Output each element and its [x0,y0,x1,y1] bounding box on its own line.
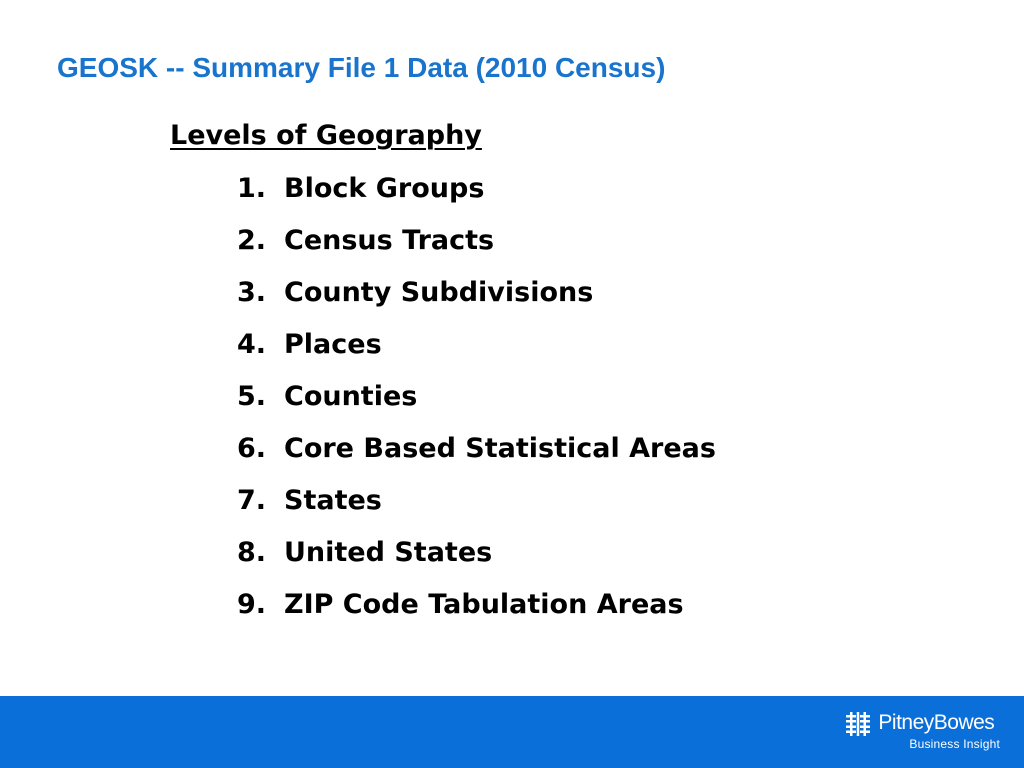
list-item-number: 6. [236,432,266,464]
list-item-label: ZIP Code Tabulation Areas [284,588,684,620]
list-item-number: 7. [236,484,266,516]
list-item-number: 8. [236,536,266,568]
geography-levels-list [170,162,716,630]
list-item-label: County Subdivisions [284,276,594,308]
list-item [170,474,716,526]
slide-title: GEOSK -- Summary File 1 Data (2010 Census) [57,52,666,83]
footer-bar [0,696,1024,768]
list-item-number: 1. [236,172,266,204]
list-item [170,318,716,370]
section-heading: Levels of Geography [170,120,482,151]
list-item-label: Block Groups [284,172,485,204]
list-item [170,526,716,578]
brand-logo [846,710,1000,752]
list-item-label: States [284,484,382,516]
list-item-number: 4. [236,328,266,360]
list-item [170,214,716,266]
list-item-label: Places [284,328,382,360]
list-item-label: Census Tracts [284,224,495,256]
list-item-number: 9. [236,588,266,620]
list-item-label: United States [284,536,493,568]
brand-name: PitneyBowes [878,711,995,734]
list-item-number: 3. [236,276,266,308]
list-item-number: 2. [236,224,266,256]
list-item-label: Core Based Statistical Areas [284,432,716,464]
brand-tagline: Business Insight [909,737,1000,751]
list-item [170,578,716,630]
list-item-label: Counties [284,380,418,412]
list-item-number: 5. [236,380,266,412]
list-item [170,162,716,214]
list-item [170,422,716,474]
pitney-bowes-logo-icon [846,712,870,736]
list-item [170,266,716,318]
slide-body [170,110,716,630]
list-item [170,370,716,422]
